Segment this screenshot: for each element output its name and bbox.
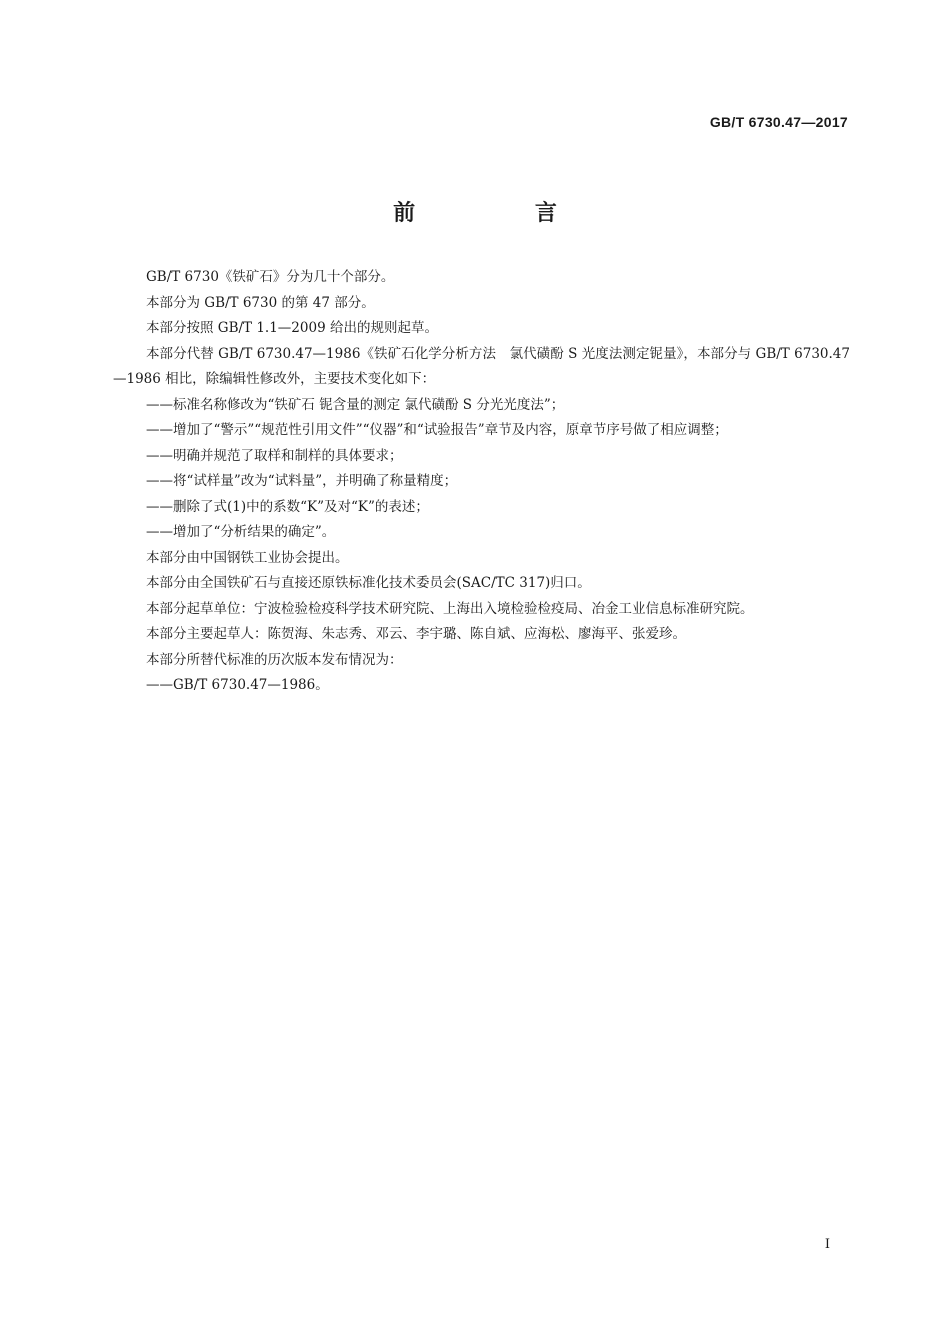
paragraph-committee: 本部分由全国铁矿石与直接还原铁标准化技术委员会(SAC/TC 317)归口。 bbox=[146, 575, 591, 591]
history-item: ——GB/T 6730.47—1986。 bbox=[146, 677, 329, 693]
paragraph-history-intro: 本部分所替代标准的历次版本发布情况为： bbox=[146, 651, 403, 668]
change-item: ——将“试样量”改为“试料量”，并明确了称量精度； bbox=[146, 473, 458, 489]
page-number: I bbox=[824, 1237, 830, 1252]
change-item: ——明确并规范了取样和制样的具体要求； bbox=[146, 447, 403, 464]
paragraph-replacement: 本部分代替 GB/T 6730.47—1986《铁矿石化学分析方法 氯代磺酚 S 光度法测定铌量》，本部分与 GB/T 6730.47—1986 相比，除编辑性修改外，主要技术变化如下： bbox=[113, 345, 850, 387]
paragraph-drafters: 本部分主要起草人：陈贺海、朱志秀、邓云、李宇璐、陈自斌、应海松、廖海平、张爱珍。 bbox=[146, 626, 686, 642]
standard-code: GB/T 6730.47—2017 bbox=[709, 114, 848, 130]
foreword-body bbox=[113, 265, 850, 699]
paragraph-part-number: 本部分为 GB/T 6730 的第 47 部分。 bbox=[146, 294, 375, 311]
change-item: ——增加了“警示”“规范性引用文件”“仪器”和“试验报告”章节及内容，原章节序号做了相应调整； bbox=[146, 422, 728, 438]
paragraph-series: GB/T 6730《铁矿石》分为几十个部分。 bbox=[146, 269, 395, 285]
paragraph-drafting-rules: 本部分按照 GB/T 1.1—2009 给出的规则起草。 bbox=[146, 320, 438, 336]
paragraph-drafting-units: 本部分起草单位：宁波检验检疫科学技术研究院、上海出入境检验检疫局、冶金工业信息标准研究院。 bbox=[146, 600, 754, 617]
paragraph-proposer: 本部分由中国钢铁工业协会提出。 bbox=[146, 549, 349, 566]
change-item: ——增加了“分析结果的确定”。 bbox=[146, 524, 336, 540]
page-title: 前 言 bbox=[393, 201, 613, 226]
change-item: ——删除了式(1)中的系数“K”及对“K”的表述； bbox=[146, 498, 429, 515]
change-item: ——标准名称修改为“铁矿石 铌含量的测定 氯代磺酚 S 分光光度法”； bbox=[146, 396, 565, 413]
